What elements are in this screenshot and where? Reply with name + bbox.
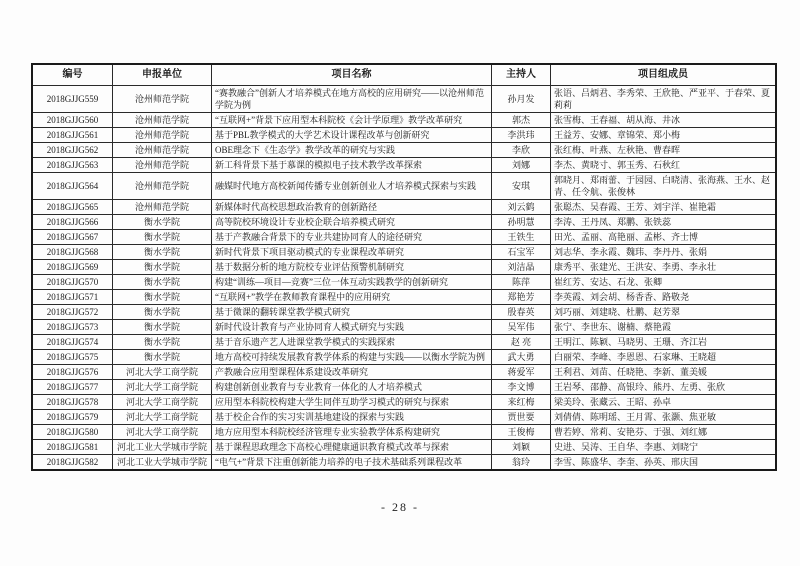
- table-row: [32, 200, 776, 215]
- project-id: 2018GJJG570: [32, 275, 113, 290]
- applicant-unit: 河北工业大学城市学院: [113, 455, 212, 471]
- column-header-title: 项目名称: [212, 64, 492, 86]
- table-row: [32, 320, 776, 335]
- project-title: 基于微课的翻转课堂教学模式研究: [212, 305, 492, 320]
- table-row: [32, 350, 776, 365]
- project-leader: 贾世要: [492, 410, 551, 425]
- project-leader: 蒋爱军: [492, 365, 551, 380]
- project-id: 2018GJJG582: [32, 455, 113, 471]
- project-title: 新媒体时代高校思想政治教育的创新路径: [212, 200, 492, 215]
- project-leader: 郑艳芳: [492, 290, 551, 305]
- page-number: - 28 -: [381, 500, 419, 514]
- project-title: “赛教融合”创新人才培养模式在地方高校的应用研究——以沧州师范学院为例: [212, 86, 492, 113]
- project-members: 张聪杰、吴春霞、王芳、刘宇洋、崔艳霜: [551, 200, 777, 215]
- projects-table-header: [32, 64, 776, 86]
- project-leader: 孙月发: [492, 86, 551, 113]
- applicant-unit: 沧州师范学院: [113, 86, 212, 113]
- project-id: 2018GJJG572: [32, 305, 113, 320]
- project-members: 李英霞、刘会胡、杨香香、路敬尧: [551, 290, 777, 305]
- table-row: [32, 215, 776, 230]
- table-row: [32, 143, 776, 158]
- column-header-members: 项目组成员: [551, 64, 777, 86]
- project-leader: 赵 亮: [492, 335, 551, 350]
- project-members: 崔红芳、安达、石龙、张卿: [551, 275, 777, 290]
- project-members: 刘志华、李永霞、魏玮、李丹丹、张娟: [551, 245, 777, 260]
- project-id: 2018GJJG562: [32, 143, 113, 158]
- project-leader: 郭杰: [492, 113, 551, 128]
- applicant-unit: 河北大学工商学院: [113, 380, 212, 395]
- project-leader: 李欣: [492, 143, 551, 158]
- project-id: 2018GJJG571: [32, 290, 113, 305]
- project-id: 2018GJJG560: [32, 113, 113, 128]
- project-id: 2018GJJG559: [32, 86, 113, 113]
- project-members: 史进、吴涛、王自华、李惠、刘晓宁: [551, 440, 777, 455]
- applicant-unit: 衡水学院: [113, 245, 212, 260]
- table-row: [32, 425, 776, 440]
- project-title: 基于校企合作的实习实训基地建设的探索与实践: [212, 410, 492, 425]
- table-row: [32, 275, 776, 290]
- table-row: [32, 86, 776, 113]
- project-id: 2018GJJG579: [32, 410, 113, 425]
- project-members: 曹若婷、常莉、安艳芬、于强、刘红娜: [551, 425, 777, 440]
- project-members: 李雪、陈盛华、李奎、孙英、邢庆国: [551, 455, 777, 471]
- project-leader: 陈萍: [492, 275, 551, 290]
- project-members: 张语、吕炳君、李秀荣、王欣艳、严亚平、于春荣、夏莉莉: [551, 86, 777, 113]
- project-leader: 刘颖: [492, 440, 551, 455]
- table-row: [32, 365, 776, 380]
- project-leader: 刘云鹤: [492, 200, 551, 215]
- table-row: [32, 290, 776, 305]
- project-leader: 翁玲: [492, 455, 551, 471]
- applicant-unit: 衡水学院: [113, 350, 212, 365]
- project-members: 白丽荣、李峰、李恩恩、石家琳、王晓超: [551, 350, 777, 365]
- table-row: [32, 128, 776, 143]
- table-row: [32, 395, 776, 410]
- project-members: 康秀平、张建光、王洪安、李勇、李永壮: [551, 260, 777, 275]
- table-row: [32, 380, 776, 395]
- table-row: [32, 158, 776, 173]
- project-title: OBE理念下《生态学》教学改革的研究与实践: [212, 143, 492, 158]
- project-members: 王明江、陈颖、马晓男、王珊、齐江岩: [551, 335, 777, 350]
- project-title: 新时代背景下项目驱动模式的专业课程改革研究: [212, 245, 492, 260]
- project-id: 2018GJJG564: [32, 173, 113, 200]
- project-title: 基于音乐遗产艺人进课堂教学模式的实践探索: [212, 335, 492, 350]
- applicant-unit: 衡水学院: [113, 230, 212, 245]
- project-leader: 石宝军: [492, 245, 551, 260]
- project-leader: 吴军伟: [492, 320, 551, 335]
- applicant-unit: 衡水学院: [113, 335, 212, 350]
- project-leader: 刘娜: [492, 158, 551, 173]
- project-leader: 李洪玮: [492, 128, 551, 143]
- project-members: 李杰、黄晓寸、郭玉秀、石秋红: [551, 158, 777, 173]
- applicant-unit: 沧州师范学院: [113, 173, 212, 200]
- project-id: 2018GJJG580: [32, 425, 113, 440]
- applicant-unit: 衡水学院: [113, 260, 212, 275]
- project-title: 高等院校环境设计专业校企联合培养模式研究: [212, 215, 492, 230]
- applicant-unit: 衡水学院: [113, 305, 212, 320]
- project-title: 基于产教融合背景下的专业共建协同育人的途径研究: [212, 230, 492, 245]
- project-id: 2018GJJG566: [32, 215, 113, 230]
- applicant-unit: 河北大学工商学院: [113, 395, 212, 410]
- project-id: 2018GJJG575: [32, 350, 113, 365]
- project-members: 张雪梅、王春福、胡从海、井冰: [551, 113, 777, 128]
- project-title: 基于数据分析的地方院校专业评估预警机制研究: [212, 260, 492, 275]
- table-row: [32, 440, 776, 455]
- project-title: 构建创新创业教育与专业教育一体化的人才培养模式: [212, 380, 492, 395]
- column-header-unit: 申报单位: [113, 64, 212, 86]
- table-row: [32, 455, 776, 471]
- project-leader: 刘洁晶: [492, 260, 551, 275]
- project-id: 2018GJJG569: [32, 260, 113, 275]
- project-title: 基于PBL教学模式的大学艺术设计课程改革与创新研究: [212, 128, 492, 143]
- project-title: 构建“训练—项目—竞赛”三位一体互动实践教学的创新研究: [212, 275, 492, 290]
- project-title: 地方高校可持续发展教育教学体系的构建与实践——以衡水学院为例: [212, 350, 492, 365]
- table-row: [32, 260, 776, 275]
- project-leader: 李文博: [492, 380, 551, 395]
- applicant-unit: 沧州师范学院: [113, 113, 212, 128]
- header-row: [32, 64, 776, 86]
- table-row: [32, 230, 776, 245]
- project-id: 2018GJJG574: [32, 335, 113, 350]
- applicant-unit: 沧州师范学院: [113, 200, 212, 215]
- project-title: 融媒时代地方高校新闻传播专业创新创业人才培养模式探索与实践: [212, 173, 492, 200]
- project-id: 2018GJJG573: [32, 320, 113, 335]
- applicant-unit: 衡水学院: [113, 290, 212, 305]
- project-members: 张红梅、叶燕、左秋艳、曹春晖: [551, 143, 777, 158]
- project-id: 2018GJJG577: [32, 380, 113, 395]
- project-id: 2018GJJG563: [32, 158, 113, 173]
- project-leader: 王铁生: [492, 230, 551, 245]
- table-row: [32, 410, 776, 425]
- project-id: 2018GJJG565: [32, 200, 113, 215]
- project-id: 2018GJJG561: [32, 128, 113, 143]
- project-id: 2018GJJG568: [32, 245, 113, 260]
- project-title: 产教融合应用型课程体系建设改革研究: [212, 365, 492, 380]
- projects-table: [31, 63, 777, 471]
- table-row: [32, 173, 776, 200]
- project-leader: 殷春英: [492, 305, 551, 320]
- project-leader: 孙明慧: [492, 215, 551, 230]
- applicant-unit: 衡水学院: [113, 275, 212, 290]
- project-members: 王岩琴、邵静、高银玲、熊丹、左勇、张欣: [551, 380, 777, 395]
- project-title: “互联网+”教学在教师教育课程中的应用研究: [212, 290, 492, 305]
- project-title: 地方应用型本科院校经济管理专业实验教学体系构建研究: [212, 425, 492, 440]
- project-title: 新时代设计教育与产业协同育人模式研究与实践: [212, 320, 492, 335]
- project-id: 2018GJJG576: [32, 365, 113, 380]
- projects-table-body: [32, 86, 776, 471]
- project-members: 梁美玲、张藏云、王昭、孙卓: [551, 395, 777, 410]
- applicant-unit: 河北大学工商学院: [113, 425, 212, 440]
- project-id: 2018GJJG581: [32, 440, 113, 455]
- applicant-unit: 沧州师范学院: [113, 128, 212, 143]
- project-members: 王利君、刘苗、任晓艳、李新、董美媛: [551, 365, 777, 380]
- project-title: 新工科背景下基于慕课的模拟电子技术教学改革探索: [212, 158, 492, 173]
- project-members: 张宁、李世东、谢楠、蔡艳霞: [551, 320, 777, 335]
- table-row: [32, 305, 776, 320]
- project-members: 王益芳、安娜、章锦荣、郑小梅: [551, 128, 777, 143]
- applicant-unit: 河北大学工商学院: [113, 365, 212, 380]
- project-members: 刘巧丽、刘建晓、杜鹏、赵芳翠: [551, 305, 777, 320]
- project-members: 李涛、王丹凤、郑鹏、张铁蕊: [551, 215, 777, 230]
- applicant-unit: 河北工业大学城市学院: [113, 440, 212, 455]
- project-title: 应用型本科院校构建大学生同伴互助学习模式的研究与探索: [212, 395, 492, 410]
- table-row: [32, 113, 776, 128]
- table-row: [32, 335, 776, 350]
- project-title: “互联网+”背景下应用型本科院校《会计学原理》教学改革研究: [212, 113, 492, 128]
- table-row: [32, 245, 776, 260]
- column-header-leader: 主持人: [492, 64, 551, 86]
- project-title: 基于课程思政理念下高校心理健康通识教育模式改革与探索: [212, 440, 492, 455]
- project-leader: 王俊梅: [492, 425, 551, 440]
- project-id: 2018GJJG578: [32, 395, 113, 410]
- project-members: 郭晓月、郑雨蕾、于园园、白晓清、张海燕、王水、赵青、任令航、张俊林: [551, 173, 777, 200]
- project-members: 刘倩倩、陈明瑶、王月霄、张灏、焦亚敏: [551, 410, 777, 425]
- applicant-unit: 沧州师范学院: [113, 158, 212, 173]
- project-members: 田光、孟丽、高艳丽、孟彬、齐士博: [551, 230, 777, 245]
- project-leader: 来红梅: [492, 395, 551, 410]
- column-header-id: 编号: [32, 64, 113, 86]
- project-title: “电气+”背景下注重创新能力培养的电子技术基础系列课程改革: [212, 455, 492, 471]
- applicant-unit: 沧州师范学院: [113, 143, 212, 158]
- project-leader: 武大勇: [492, 350, 551, 365]
- project-leader: 安琪: [492, 173, 551, 200]
- project-id: 2018GJJG567: [32, 230, 113, 245]
- applicant-unit: 衡水学院: [113, 215, 212, 230]
- applicant-unit: 河北大学工商学院: [113, 410, 212, 425]
- applicant-unit: 衡水学院: [113, 320, 212, 335]
